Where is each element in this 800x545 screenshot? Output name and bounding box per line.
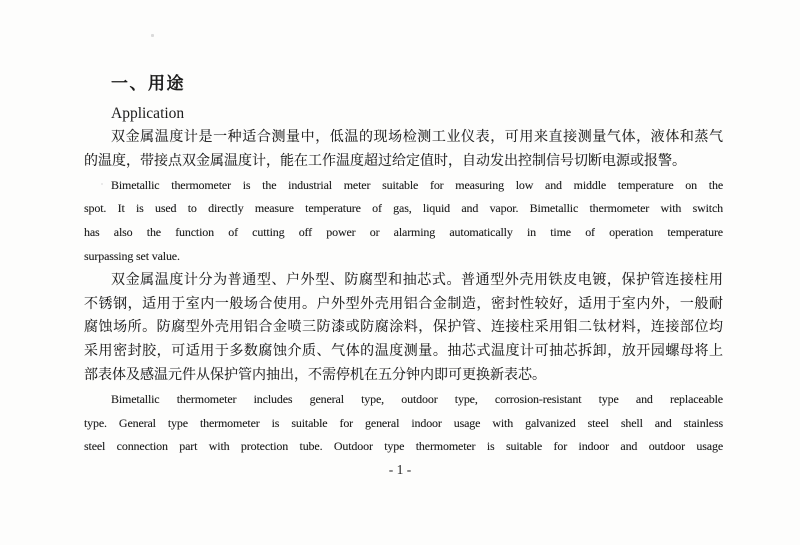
text-line: 腐蚀场所。防腐型外壳用铝合金喷三防漆或防腐涂料，保护管、连接柱采用钼二钛材料，连接部位均 <box>84 320 723 336</box>
document-body <box>84 74 723 459</box>
text-line: Bimetallic thermometer is the industrial meter suitable for measuring low and middle temperature on the <box>111 177 723 192</box>
paragraph-chinese-2 <box>84 269 723 388</box>
section-heading: 一、用途 <box>111 74 185 93</box>
section-subheading: Application <box>111 105 185 122</box>
paragraph-english-2 <box>84 388 723 459</box>
text-line: 不锈钢，适用于室内一般场合使用。户外型外壳用铝合金制造，密封性较好，适用于室内外，一般耐 <box>84 296 723 312</box>
text-line: Bimetallic thermometer includes general type, outdoor type, corrosion-resistant type and replaceable <box>111 391 723 406</box>
scan-speckle <box>151 34 154 37</box>
paragraph-chinese-1 <box>84 126 723 174</box>
text-line: steel connection part with protection tube. Outdoor type thermometer is suitable for indoor and outdoor usage <box>84 439 723 454</box>
text-line: 双金属温度计是一种适合测量中，低温的现场检测工业仪表，可用来直接测量气体，液体和蒸气 <box>111 130 723 145</box>
text-line: 双金属温度计分为普通型、户外型、防腐型和抽芯式。普通型外壳用铁皮电镀，保护管连接柱用 <box>111 272 723 288</box>
text-line: surpassing set value. <box>84 248 180 263</box>
page-number: - 1 - <box>388 462 412 477</box>
text-line: has also the function of cutting off power or alarming automatically in time of operation temperature <box>84 225 723 240</box>
paragraph-english-1 <box>84 174 723 269</box>
text-line: spot. It is used to directly measure temperature of gas, liquid and vapor. Bimetallic thermometer with switch <box>84 201 723 216</box>
text-line: type. General type thermometer is suitable for general indoor usage with galvanized steel shell and stainless <box>84 415 723 430</box>
text-line: 部表体及感温元件从保护管内抽出，不需停机在五分钟内即可更换新表芯。 <box>84 367 546 383</box>
text-line: 采用密封胶，可适用于多数腐蚀介质、气体的温度测量。抽芯式温度计可抽芯拆卸，放开园螺母将上 <box>84 344 723 360</box>
text-line: 的温度，带接点双金属温度计，能在工作温度超过给定值时，自动发出控制信号切断电源或报警。 <box>84 153 686 169</box>
